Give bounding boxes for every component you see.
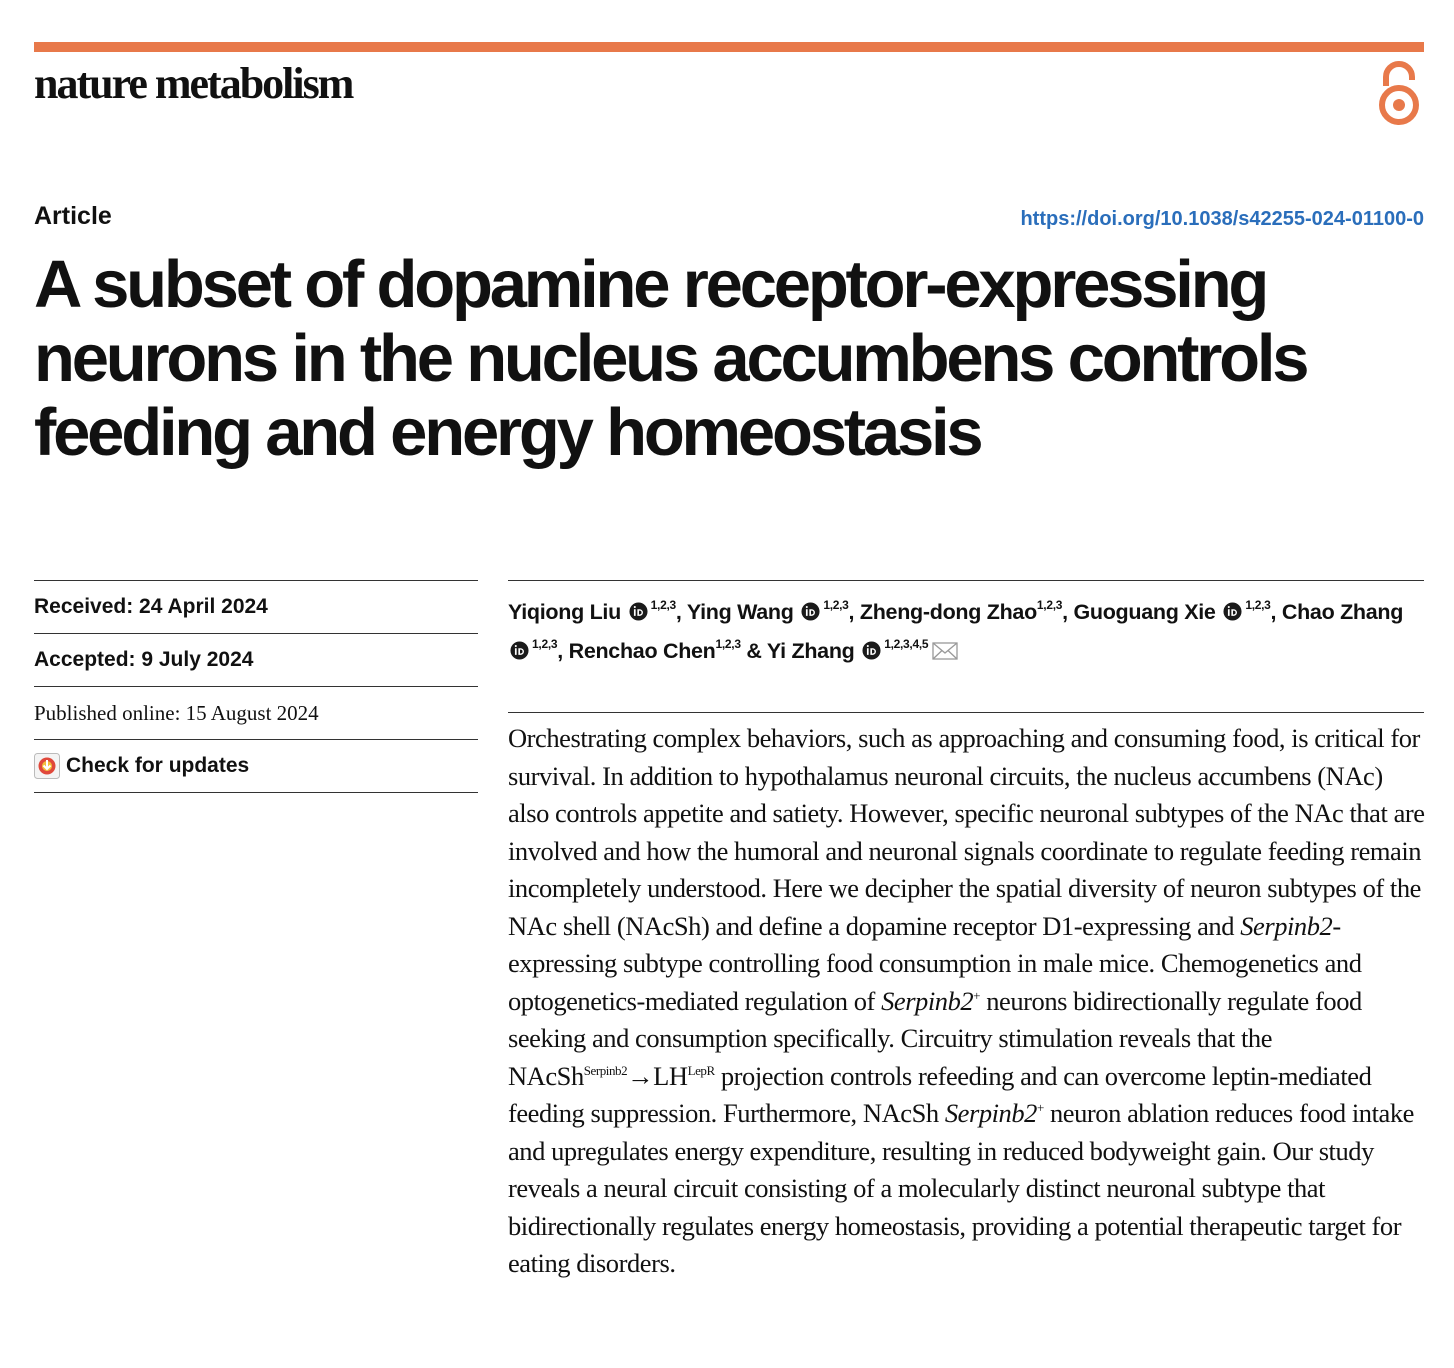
article-title: A subset of dopamine receptor-expressing neurons in the nucleus accumbens controls feeding and energy homeostasis [34, 247, 1307, 470]
superscript: + [973, 987, 981, 1003]
author-name[interactable]: Ying Wang [686, 600, 794, 625]
author-entry [508, 600, 676, 624]
affiliation-numbers: 1,2,3 [647, 598, 676, 612]
superscript: Serpinb2 [583, 1062, 628, 1078]
orcid-icon[interactable] [862, 641, 881, 660]
author-entry [687, 600, 849, 624]
abstract-segment: neurons bidirectionally regulate food seeking and consumption specifically. Circuitry stimulation reveals that the NAcSh [508, 985, 1362, 1091]
superscript: LepR [687, 1062, 715, 1078]
email-icon[interactable] [932, 642, 958, 660]
abstract-segment: Orchestrating complex behaviors, such as approaching and consuming food, is critical for survival. In addition to hypothalamus neuronal circuits, the nucleus accumbens (NAc) also controls appetite and satiety. However, specific neuronal subtypes of the NAc that are involved and how the humoral and neuronal signals coordinate to regulate feeding remain incompletely understood. Here we decipher the spatial diversity of neuron subtypes of the NAc shell (NAcSh) and define a dopamine receptor D1-expressing and [508, 723, 1425, 941]
abstract-segment: →LH [627, 1060, 688, 1091]
gene-name: Serpinb2 [881, 985, 974, 1016]
author-name[interactable]: Yiqiong Liu [508, 600, 621, 625]
author-entry [1073, 600, 1270, 624]
doi-link[interactable]: https://doi.org/10.1038/s42255-024-01100-0 [1020, 208, 1424, 230]
published-date: Published online: 15 August 2024 [34, 686, 478, 739]
affiliation-numbers: 1,2,3 [1036, 598, 1063, 612]
author-name[interactable]: Renchao Chen [568, 639, 716, 664]
abstract-text [508, 720, 1428, 1283]
abstract-segment: neuron ablation reduces food intake and upregulates energy expenditure, resulting in reduced bodyweight gain. Our study reveals a neural circuit consisting of a molecularly distinct neuronal subtype that bidirectionally regulates energy homeostasis, providing a potential therapeutic target for eating disorders. [508, 1098, 1414, 1278]
authors-top-rule [508, 580, 1424, 581]
author-name[interactable]: Guoguang Xie [1073, 600, 1216, 625]
journal-name: nature metabolism [34, 59, 353, 108]
author-name[interactable]: Zheng-dong Zhao [859, 600, 1037, 625]
affiliation-numbers: 1,2,3 [529, 637, 558, 652]
open-access-icon[interactable] [1376, 60, 1422, 128]
author-entry [860, 600, 1062, 624]
orcid-icon[interactable] [1223, 602, 1242, 621]
affiliation-numbers: 1,2,3 [715, 637, 741, 652]
affiliation-numbers: 1,2,3 [1242, 598, 1271, 612]
journal-accent-bar [34, 42, 1424, 52]
orcid-icon[interactable] [801, 602, 820, 621]
author-name[interactable]: Chao Zhang [1281, 600, 1404, 625]
author-entry [767, 639, 958, 663]
check-for-updates-label: Check for updates [66, 754, 250, 777]
author-name[interactable]: Yi Zhang [766, 639, 855, 664]
affiliation-numbers: 1,2,3 [820, 598, 849, 612]
accepted-date: Accepted: 9 July 2024 [34, 633, 478, 686]
author-list: Yiqiong Liu $^{1,2,3}$, Ying Wang $^{1,2,3}$, Zheng-dong Zhao$^{1,2,3}$, Guoguang Xie $^{1,2,3}$, Chao Zhang $^{1,2,3}$, Renchao Chen$^{1,2,3}$ & Yi Zhang $^{1,2,3,4,5}$ [508, 590, 1424, 668]
check-for-updates-button[interactable] [34, 739, 478, 793]
gene-name: Serpinb2 [944, 1098, 1037, 1128]
dates-panel [34, 580, 478, 793]
gene-name: Serpinb2 [1240, 910, 1333, 941]
received-date: Received: 24 April 2024 [34, 580, 478, 633]
check-for-updates-icon [34, 753, 60, 779]
abstract-top-rule [508, 712, 1424, 713]
abstract-segment: projection controls refeeding and can overcome leptin-mediated feeding suppression. Furthermore, NAcSh [508, 1060, 1372, 1128]
affiliation-numbers: 1,2,3,4,5 [881, 637, 929, 652]
article-type: Article [34, 202, 112, 230]
author-entry [569, 639, 741, 663]
orcid-icon[interactable] [510, 641, 529, 660]
superscript: + [1036, 1100, 1044, 1116]
abstract-segment: -expressing subtype controlling food consumption in male mice. Chemogenetics and optogenetics-mediated regulation of [508, 910, 1362, 1016]
orcid-icon[interactable] [629, 602, 648, 621]
